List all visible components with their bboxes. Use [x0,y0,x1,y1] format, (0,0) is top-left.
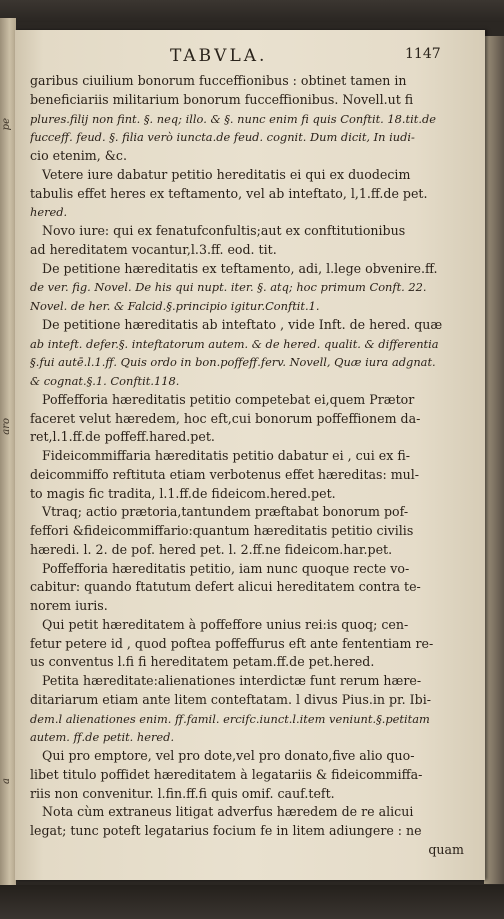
facing-page-fragments [0,18,16,888]
text-line: tabulis effet heres ex teftamento, vel ab inteftato, l,1.ff.de pet. [30,185,428,201]
text-line: cio etenim, &c. [30,148,127,163]
text-line: Novel. de her. & Falcid.§.principio igitur.Conftit.1. [30,299,320,313]
margin-fragment: a [1,778,12,784]
text-line: legat; tunc poteft legatarius focium fe in litem adiungere : ne [30,823,422,838]
text-line: de ver. fig. Novel. De his qui nupt. iter. §. atq; hoc primum Conft. 22. [30,280,427,295]
text-line: Nota cùm extraneus litigat adverfus hæredem de re alicui [42,804,414,820]
text-line: hæredi. l. 2. de pof. hered pet. l. 2.ff.ne fideicom.har.pet. [30,541,393,557]
text-line: Fideicommiffaria hæreditatis petitio dabatur ei , cui ex fi- [42,448,411,463]
text-line: to magis fic tradita, l.1.ff.de fideicom.hered.pet. [30,485,336,501]
text-line: norem iuris. [30,598,108,613]
text-line: De petitione hæreditatis ab inteftato , vide Inft. de hered. quæ [42,316,443,332]
text-line: & cognat.§.1. Conftit.118. [30,374,180,388]
text-line: cabitur: quando ftatutum defert alicui hereditatem contra te- [30,579,421,595]
text-line: hered. [30,205,68,220]
text-line: Vetere iure dabatur petitio hereditatis ei qui ex duodecim [42,166,411,182]
text-line: Poffefforia hæreditatis petitio, iam nunc quoque recte vo- [42,560,410,576]
text-line: us conventus l.fi fi hereditatem petam.ff.de pet.hered. [30,654,375,670]
text-line: ab inteft. defer.§. inteftatorum autem. & de hered. qualit. & differentia [30,336,439,351]
text-line: Poffefforia hæreditatis petitio competebat ei,quem Prætor [42,391,415,407]
body-text [30,72,470,860]
text-line: deicommiffo reftituta etiam verbotenus effet hæreditas: mul- [30,466,420,482]
text-line: garibus ciuilium bonorum fucceffionibus : obtinet tamen in [30,73,407,88]
scanner-background-top [0,0,504,22]
text-line: De petitione hæreditatis ex teftamento, adi, l.lege obvenire.ff. [42,260,438,276]
text-line: riis non convenitur. l.fin.ff.fi quis omif. cauf.teft. [30,785,335,801]
text-line: fetur petere id , quod poftea poffeffurus eft ante fententiam re- [30,635,434,651]
text-line: autem. ff.de petit. hered. [30,730,175,745]
text-line: Vtraq; actio prætoria,tantundem præftabat bonorum pof- [42,504,409,520]
text-line: Qui pro emptore, vel pro dote,vel pro donato,five alio quo- [42,748,415,763]
scanner-background-bottom [0,885,504,919]
text-line: ditariarum etiam ante litem conteftatam. l divus Pius.in pr. Ibi- [30,691,432,707]
text-line: plures.filij non fint. §. neq; illo. & §. nunc enim fi quis Conftit. 18.tit.de [30,111,436,126]
text-line: Novo iure: qui ex fenatufconfultis;aut ex conftitutionibus [42,223,406,238]
text-line: quam [428,841,464,857]
page-fore-edge [484,36,504,884]
text-line: dem.l alienationes enim. ff.famil. ercifc.iunct.l.item veniunt.§.petitam [30,711,430,726]
text-line: fucceff. feud. §. filia verò iuncta.de feud. cognit. Dum dicit, In iudi- [30,130,415,145]
text-line: §.fui autē.l.1.ff. Quis ordo in bon.poffeff.ferv. Novell, Quæ iura adgnat. [30,355,436,370]
margin-fragment: aro [1,418,12,435]
text-line: faceret velut hæredem, hoc eft,cui bonorum poffeffionem da- [30,410,421,426]
text-line: libet titulo poffidet hæreditatem à legatariis & fideicommiffa- [30,766,423,782]
text-line: Qui petit hæreditatem à poffeffore unius rei:is quoq; cen- [42,616,409,632]
margin-fragment: pe [1,118,12,131]
text-line: beneficiariis militarium bonorum fucceffionibus. Novell.ut fi [30,91,414,107]
text-line: Petita hæreditate:alienationes interdictæ funt rerum hære- [42,673,422,688]
text-line: ret,l.1.ff.de poffeff.hared.pet. [30,429,215,445]
text-line: feffori &fideicommiffario:quantum hæreditatis petitio civilis [30,523,414,538]
page-number: 1147 [405,46,441,62]
running-head: TABVLA. [170,46,268,66]
text-line: ad hereditatem vocantur,l.3.ff. eod. tit. [30,241,277,257]
